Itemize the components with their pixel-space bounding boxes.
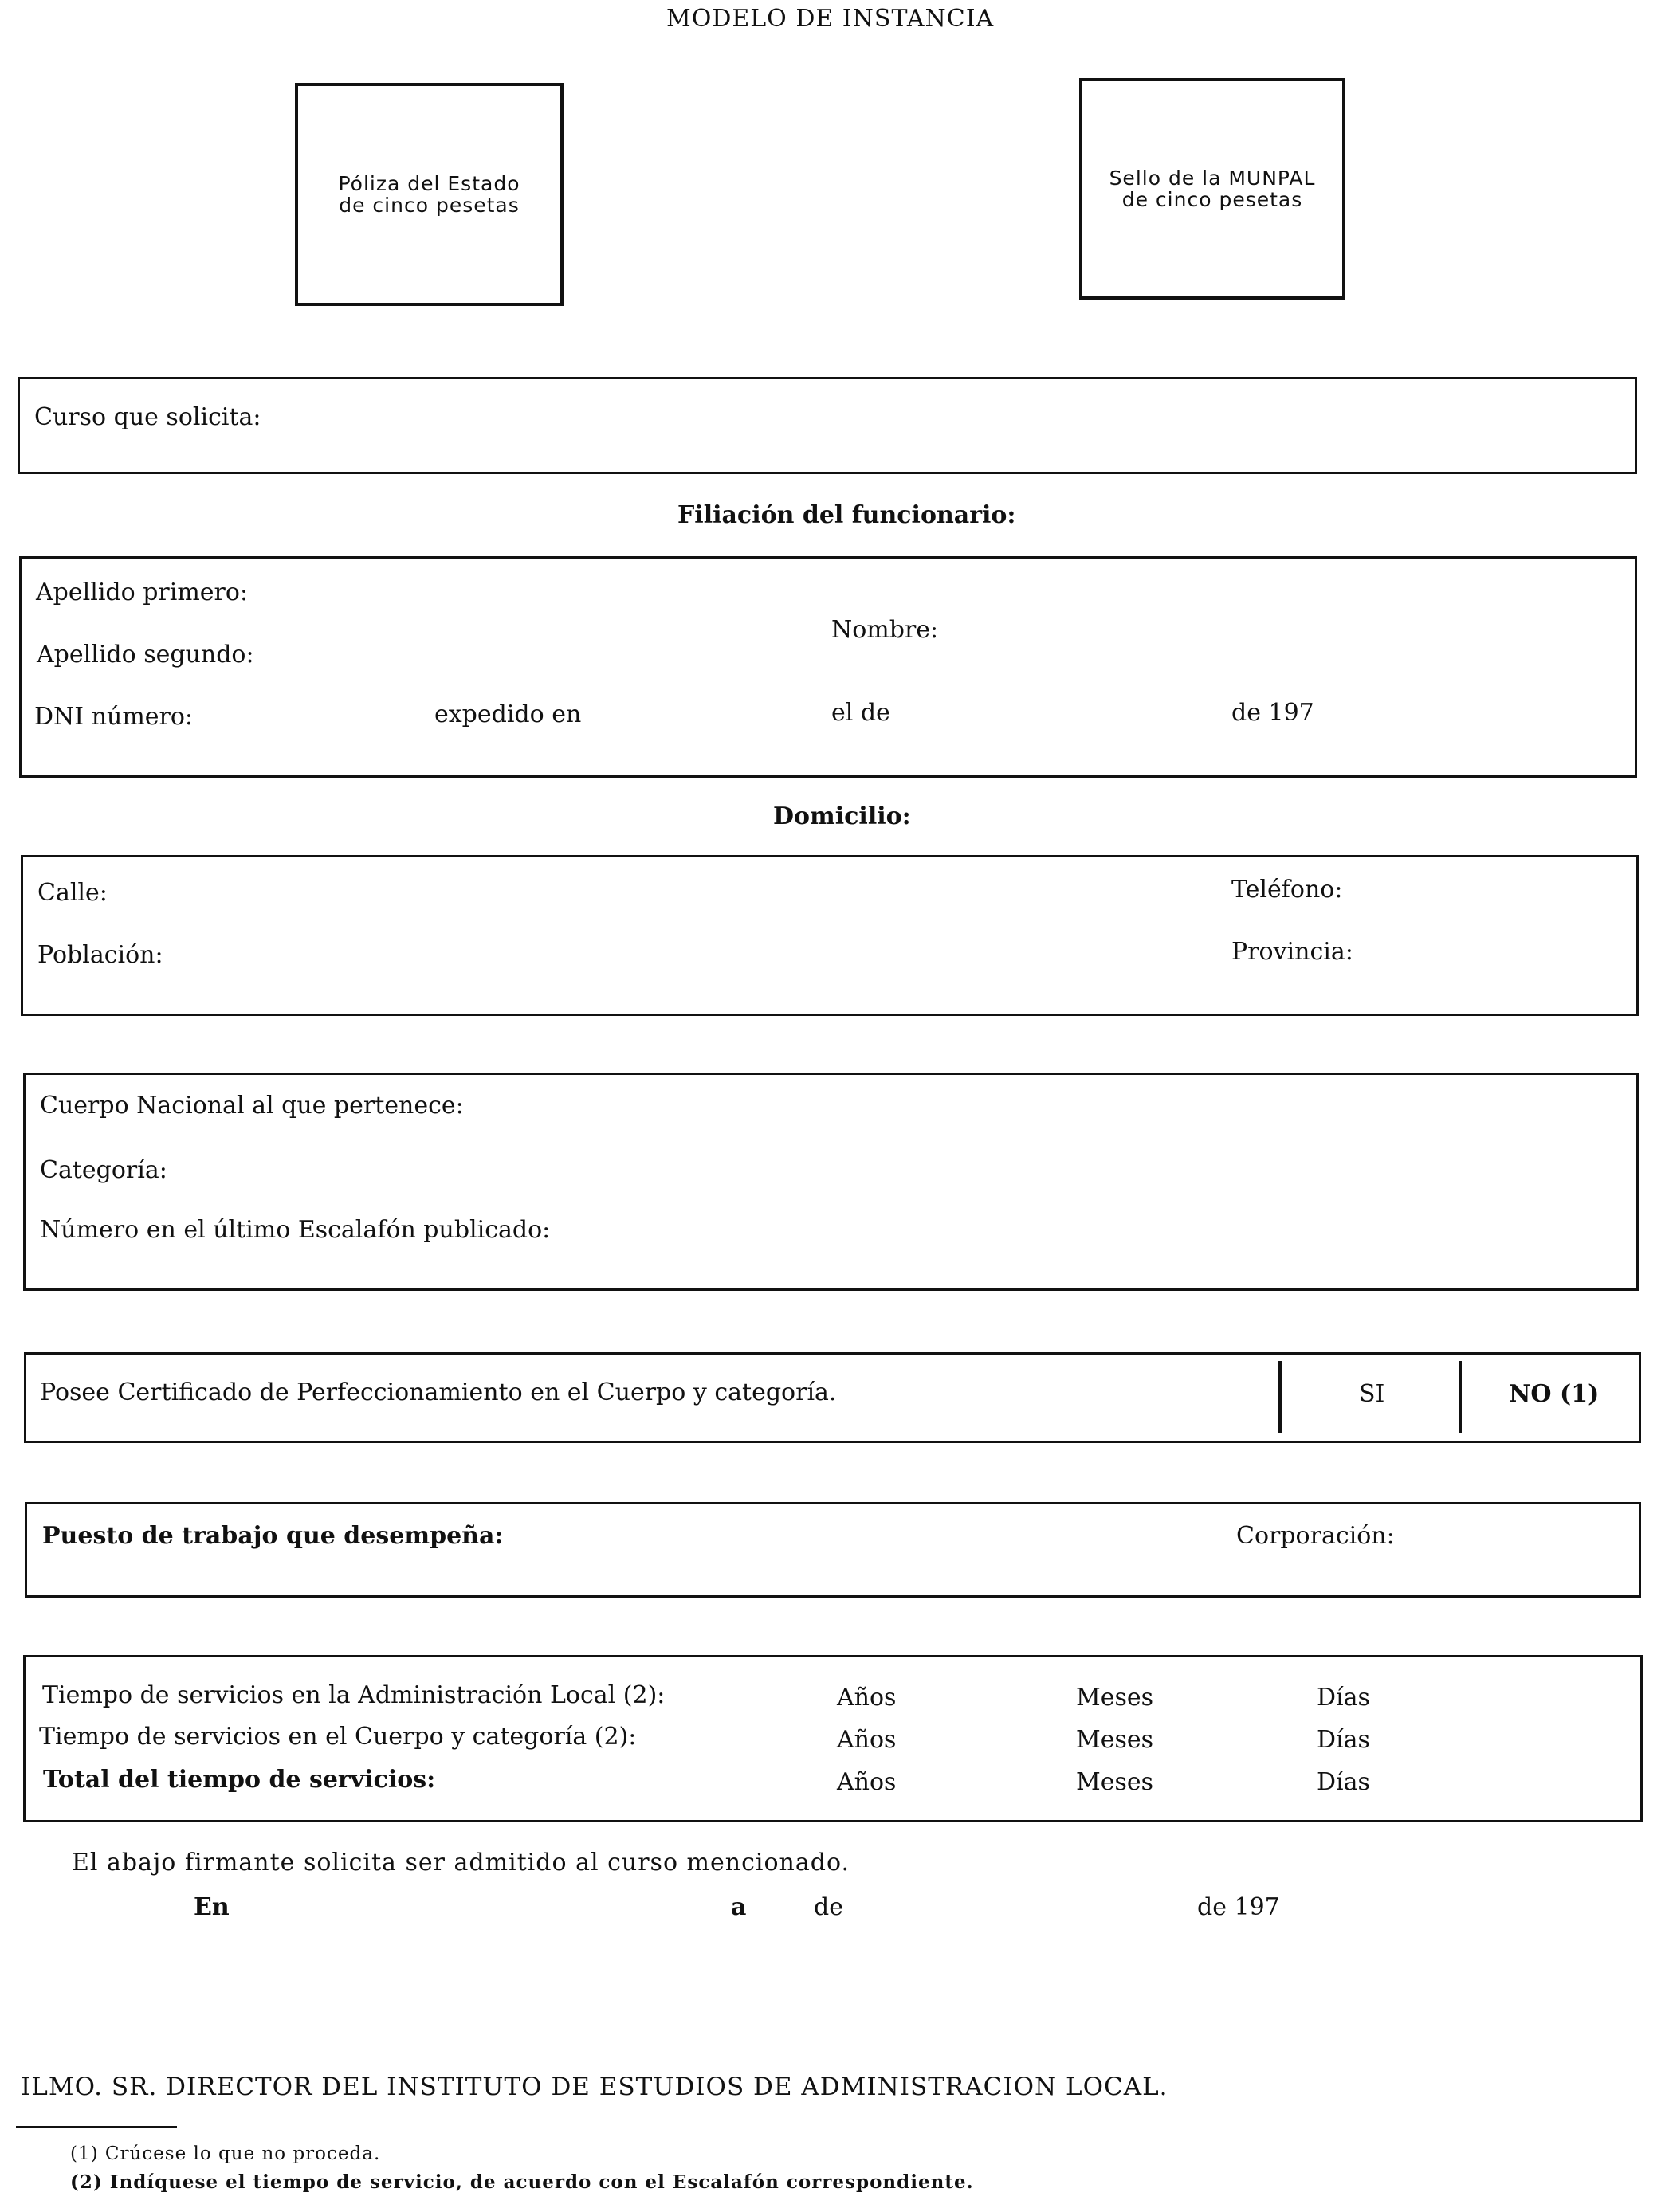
expedido-label: expedido en (434, 700, 582, 728)
de-197-label: de 197 (1231, 699, 1314, 727)
solicitud-text: El abajo firmante solicita ser admitido al curso mencionado. (72, 1849, 850, 1877)
domicilio-heading: Domicilio: (773, 802, 911, 830)
tiempo-meses: Meses (1076, 1726, 1154, 1754)
tiempo-anos: Años (837, 1768, 897, 1796)
fecha-en: En (194, 1893, 230, 1921)
calle-label: Calle: (37, 879, 108, 907)
tiempo-dias: Días (1317, 1684, 1370, 1712)
puesto-box (25, 1502, 1641, 1598)
no-option[interactable]: NO (1) (1509, 1380, 1600, 1408)
form-title: MODELO DE INSTANCIA (666, 5, 995, 33)
categoria-label: Categoría: (40, 1156, 167, 1184)
stamp-box-munpal (1079, 78, 1345, 300)
nombre-label: Nombre: (831, 616, 939, 644)
tiempo-row-label: Tiempo de servicios en el Cuerpo y categoría (2): (39, 1723, 637, 1751)
tiempo-meses: Meses (1076, 1768, 1154, 1796)
tiempo-dias: Días (1317, 1768, 1370, 1796)
domicilio-box (21, 855, 1639, 1016)
puesto-label: Puesto de trabajo que desempeña: (42, 1522, 504, 1550)
stamp-poliza-line2: de cinco pesetas (339, 194, 520, 217)
stamp-munpal-line1: Sello de la MUNPAL (1109, 166, 1316, 190)
destinatario: ILMO. SR. DIRECTOR DEL INSTITUTO DE ESTUDIOS DE ADMINISTRACION LOCAL. (21, 2073, 1168, 2101)
provincia-label: Provincia: (1231, 938, 1353, 966)
filiacion-heading: Filiación del funcionario: (677, 501, 1016, 529)
footnote-rule (16, 2126, 177, 2128)
apellido-primero-label: Apellido primero: (36, 578, 249, 606)
tiempo-anos: Años (837, 1684, 897, 1712)
no-divider (1459, 1361, 1462, 1433)
tiempo-total-label: Total del tiempo de servicios: (43, 1766, 436, 1794)
curso-label: Curso que solicita: (34, 403, 261, 431)
footnote-2: (2) Indíquese el tiempo de servicio, de acuerdo con el Escalafón correspondiente. (70, 2171, 974, 2193)
fecha-de: de (814, 1893, 843, 1921)
tiempo-dias: Días (1317, 1726, 1370, 1754)
fecha-a: a (731, 1893, 747, 1921)
tiempo-row-label: Tiempo de servicios en la Administración Local (2): (42, 1681, 666, 1709)
corporacion-label: Corporación: (1236, 1522, 1395, 1550)
apellido-segundo-label: Apellido segundo: (37, 641, 254, 669)
filiacion-box (19, 556, 1637, 778)
tiempo-anos: Años (837, 1726, 897, 1754)
si-divider (1278, 1361, 1282, 1433)
footnote-1: (1) Crúcese lo que no proceda. (70, 2143, 381, 2164)
fecha-de-197: de 197 (1197, 1893, 1280, 1921)
si-option[interactable]: SI (1359, 1380, 1385, 1408)
stamp-munpal-line2: de cinco pesetas (1121, 188, 1303, 211)
numero-escalafon-label: Número en el último Escalafón publicado: (40, 1216, 551, 1244)
certificado-label: Posee Certificado de Perfeccionamiento en el Cuerpo y categoría. (40, 1379, 837, 1406)
poblacion-label: Población: (37, 941, 163, 969)
stamp-box-poliza (295, 83, 564, 306)
dni-label: DNI número: (34, 703, 194, 731)
telefono-label: Teléfono: (1231, 876, 1343, 904)
cuerpo-nacional-label: Cuerpo Nacional al que pertenece: (40, 1092, 464, 1120)
tiempo-meses: Meses (1076, 1684, 1154, 1712)
stamp-poliza-line1: Póliza del Estado (338, 171, 520, 195)
el-de-label: el de (831, 699, 890, 727)
